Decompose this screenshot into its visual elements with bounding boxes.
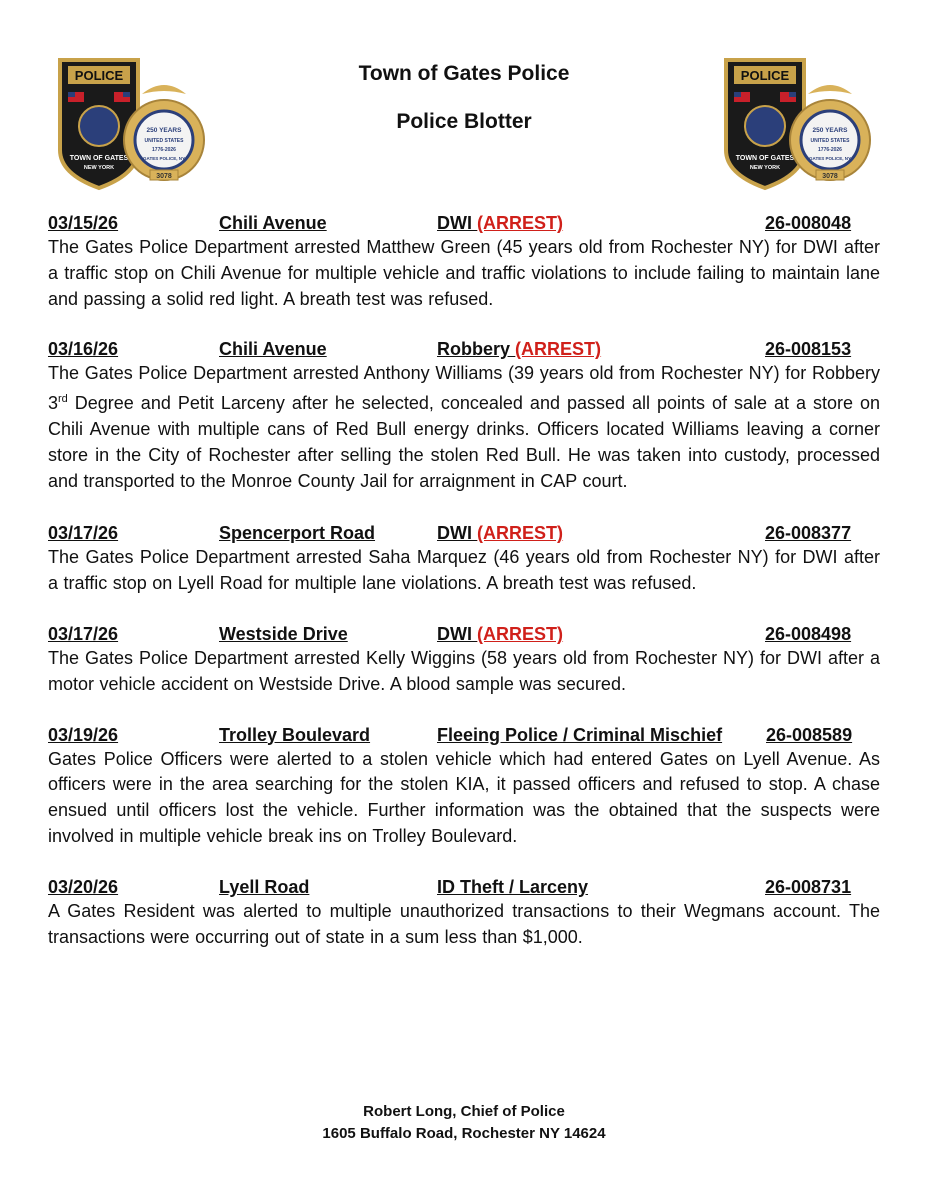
svg-text:1776-2026: 1776-2026 bbox=[818, 147, 842, 153]
svg-text:NEW YORK: NEW YORK bbox=[83, 165, 115, 171]
footer bbox=[0, 1101, 928, 1145]
entry-description: The Gates Police Department arrested Matthew Green (45 years old from Rochester NY) for DWI after a traffic stop on Chili Avenue for multiple vehicle and traffic violations to include failing to maintain lane and passing a solid red light. A breath test was refused. bbox=[48, 237, 880, 309]
svg-text:3078: 3078 bbox=[156, 173, 172, 180]
entry-status: (ARREST) bbox=[477, 623, 564, 644]
entry-status: (ARREST) bbox=[477, 523, 564, 544]
entry-type-label: Robbery bbox=[437, 339, 511, 360]
svg-text:3078: 3078 bbox=[822, 173, 838, 180]
entry-date: 03/20/26 bbox=[48, 876, 119, 897]
svg-text:POLICE: POLICE bbox=[740, 68, 790, 83]
svg-text:GATES POLICE, NY: GATES POLICE, NY bbox=[809, 156, 851, 161]
title-block bbox=[0, 62, 928, 134]
svg-text:TOWN OF GATES: TOWN OF GATES bbox=[735, 155, 795, 162]
blotter-entry bbox=[48, 723, 880, 850]
entry-date: 03/15/26 bbox=[48, 213, 119, 233]
entry-status: (ARREST) bbox=[515, 339, 602, 360]
entry-location: Lyell Road bbox=[219, 876, 310, 897]
entry-location: Chili Avenue bbox=[219, 339, 327, 360]
blotter-entry bbox=[48, 211, 880, 312]
entry-type bbox=[437, 622, 563, 646]
entry-date: 03/16/26 bbox=[48, 339, 119, 360]
entry-case-number: 26-008589 bbox=[766, 724, 853, 745]
page-title: Town of Gates Police bbox=[358, 62, 570, 85]
entry-date: 03/19/26 bbox=[48, 724, 119, 745]
footer-name: Robert Long, Chief of Police bbox=[363, 1103, 565, 1120]
entry-description-part: Degree and Petit Larceny after he selected, concealed and passed all points of sale at a store on Chili Avenue with multiple cans of Red Bull energy drinks. Officers located Williams leaving a corner store in the City of Rochester after selling the stolen Red Bull. He was taken into custody, processed and transported to the Monroe County Jail for arraignment in CAP court. bbox=[48, 393, 880, 491]
entry-header bbox=[48, 211, 880, 235]
svg-text:250 YEARS: 250 YEARS bbox=[146, 127, 182, 134]
svg-text:1776-2026: 1776-2026 bbox=[152, 147, 176, 153]
blotter-entry bbox=[48, 521, 880, 597]
blotter-entries bbox=[48, 211, 880, 975]
entry-case-number: 26-008048 bbox=[765, 213, 852, 233]
footer-address: 1605 Buffalo Road, Rochester NY 14624 bbox=[322, 1125, 606, 1142]
blotter-entry bbox=[48, 622, 880, 698]
entry-type bbox=[437, 521, 563, 545]
entry-description: Gates Police Officers were alerted to a stolen vehicle which had entered Gates on Lyell Avenue. As officers were in the area searching for the stolen KIA, it passed officers and refused to stop. A chase ensued until officers lost the vehicle. Further information was the obtained that the suspects were involved in multiple vehicle break ins on Trolley Boulevard. bbox=[48, 748, 880, 846]
svg-text:250 YEARS: 250 YEARS bbox=[812, 127, 848, 134]
svg-text:UNITED STATES: UNITED STATES bbox=[144, 138, 184, 144]
entry-header bbox=[48, 337, 880, 361]
entry-header bbox=[48, 622, 880, 646]
entry-location: Trolley Boulevard bbox=[219, 724, 371, 745]
svg-text:UNITED STATES: UNITED STATES bbox=[810, 138, 850, 144]
entry-header bbox=[48, 875, 880, 899]
entry-status: (ARREST) bbox=[477, 213, 564, 233]
entry-description bbox=[48, 361, 880, 494]
entry-description: A Gates Resident was alerted to multiple unauthorized transactions to their Wegmans account. The transactions were occurring out of state in a sum less than $1,000. bbox=[48, 900, 880, 947]
entry-location: Westside Drive bbox=[219, 623, 348, 644]
entry-case-number: 26-008731 bbox=[765, 876, 852, 897]
entry-description: The Gates Police Department arrested Saha Marquez (46 years old from Rochester NY) for DWI after a traffic stop on Lyell Road for multiple lane violations. A breath test was refused. bbox=[48, 547, 880, 594]
entry-case-number: 26-008498 bbox=[765, 623, 852, 644]
svg-text:POLICE: POLICE bbox=[74, 68, 124, 83]
blotter-entry bbox=[48, 875, 880, 951]
entry-case-number: 26-008153 bbox=[765, 339, 852, 360]
entry-case-number: 26-008377 bbox=[765, 523, 852, 544]
entry-type bbox=[437, 337, 601, 361]
entry-type-label: DWI bbox=[437, 213, 472, 233]
entry-location: Chili Avenue bbox=[219, 213, 327, 233]
entry-header bbox=[48, 723, 880, 747]
entry-location: Spencerport Road bbox=[219, 523, 376, 544]
svg-text:NEW YORK: NEW YORK bbox=[749, 165, 781, 171]
entry-date: 03/17/26 bbox=[48, 523, 119, 544]
page-subtitle: Police Blotter bbox=[396, 110, 532, 133]
svg-text:GATES POLICE, NY: GATES POLICE, NY bbox=[143, 156, 185, 161]
entry-type-label: DWI bbox=[437, 623, 472, 644]
entry-type: ID Theft / Larceny bbox=[437, 876, 589, 897]
entry-date: 03/17/26 bbox=[48, 623, 119, 644]
entry-type bbox=[437, 211, 563, 235]
entry-description-superscript: rd bbox=[58, 393, 68, 406]
entry-header bbox=[48, 521, 880, 545]
entry-description: The Gates Police Department arrested Kelly Wiggins (58 years old from Rochester NY) for DWI after a motor vehicle accident on Westside Drive. A blood sample was secured. bbox=[48, 647, 880, 694]
blotter-entry bbox=[48, 337, 880, 494]
entry-type: Fleeing Police / Criminal Mischief bbox=[437, 724, 723, 745]
entry-type-label: DWI bbox=[437, 523, 472, 544]
svg-text:TOWN OF GATES: TOWN OF GATES bbox=[69, 155, 129, 162]
entry-description-part: The Gates Police Department arrested Anthony Williams (39 years old from Rochester NY) for Robbery 3 bbox=[48, 363, 880, 414]
